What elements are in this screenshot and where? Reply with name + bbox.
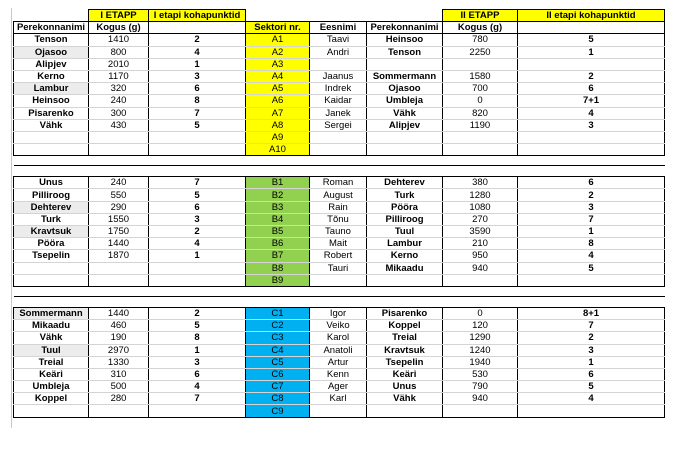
table-row [14,46,665,58]
table-row [14,177,665,189]
stage2-points-cell: 7 [518,213,665,225]
stage2-amount-cell: 950 [443,250,518,262]
table-row [14,95,665,107]
firstname-cell [310,144,367,156]
stage1-points-cell [149,262,246,274]
firstname-cell: Karol [310,332,367,344]
stage1-surname-cell: Sommermann [14,307,89,319]
stage1-surname-cell: Pilliroog [14,189,89,201]
stage1-amount-cell: 300 [89,107,149,119]
stage2-surname-cell: Heinsoo [367,34,443,46]
firstname-cell: Robert [310,250,367,262]
stage1-surname-cell: Alipjev [14,58,89,70]
stage2-amount-cell: 940 [443,393,518,405]
stage1-surname-cell: Unus [14,177,89,189]
table-row [14,34,665,46]
sector-cell: B6 [246,238,310,250]
stage2-surname-cell: Ojasoo [367,83,443,95]
group-spacer-row [14,296,665,307]
firstname-cell [310,405,367,417]
table-row [14,119,665,131]
stage1-points-cell: 1 [149,250,246,262]
stage2-surname-cell: Treial [367,332,443,344]
stage1-amount-cell: 2970 [89,344,149,356]
stage1-points-cell: 5 [149,119,246,131]
stage1-points-cell: 5 [149,189,246,201]
firstname-cell: Rain [310,201,367,213]
stage2-surname-cell: Unus [367,381,443,393]
stage2-surname-cell [367,405,443,417]
stage1-points-cell [149,405,246,417]
stage2-points-cell: 4 [518,107,665,119]
stage2-surname-cell: Tsepelin [367,356,443,368]
stage2-amount-cell [443,144,518,156]
stage2-points-cell: 1 [518,356,665,368]
stage2-surname-cell [367,58,443,70]
stage1-surname-cell: Tenson [14,34,89,46]
stage1-points-cell: 7 [149,107,246,119]
table-row [14,405,665,417]
table-row [14,332,665,344]
stage1-amount-cell: 1170 [89,70,149,82]
stage2-surname-cell: Umbleja [367,95,443,107]
sector-cell: C3 [246,332,310,344]
table-row [14,238,665,250]
stage1-points-cell: 8 [149,332,246,344]
firstname-cell: Igor [310,307,367,319]
stage1-amount-cell [89,131,149,143]
stage1-amount-cell: 190 [89,332,149,344]
sector-cell: A1 [246,34,310,46]
stage2-points-cell [518,131,665,143]
sector-cell: B3 [246,201,310,213]
sector-cell: C8 [246,393,310,405]
stage1-amount-cell: 500 [89,381,149,393]
table-row [14,393,665,405]
firstname-cell: Roman [310,177,367,189]
table-row [14,107,665,119]
firstname-cell: Ager [310,381,367,393]
sector-cell: C9 [246,405,310,417]
stage1-surname-cell: Vähk [14,332,89,344]
firstname-cell: Tõnu [310,213,367,225]
stage2-surname-cell: Vähk [367,107,443,119]
stage1-amount-cell: 240 [89,177,149,189]
table-row [14,70,665,82]
stage1-amount-cell: 800 [89,46,149,58]
stage2-amount-cell: 1580 [443,70,518,82]
sector-cell: A7 [246,107,310,119]
stage1-surname-cell [14,262,89,274]
table-row [14,320,665,332]
stage1-amount-cell: 460 [89,320,149,332]
sector-cell: A9 [246,131,310,143]
firstname-cell: Janek [310,107,367,119]
sector-cell: A6 [246,95,310,107]
stage2-surname-cell: Koppel [367,320,443,332]
stage2-points-cell [518,274,665,286]
stage2-surname-cell: Sommermann [367,70,443,82]
stage1-surname-cell: Vähk [14,119,89,131]
sector-cell: C5 [246,356,310,368]
stage2-surname-cell: Turk [367,189,443,201]
firstname-cell: Anatoli [310,344,367,356]
sector-cell: C6 [246,368,310,380]
stage2-points-cell: 6 [518,177,665,189]
stage2-amount-cell: 1080 [443,201,518,213]
stage1-points-cell: 4 [149,238,246,250]
stage2-surname-cell [367,131,443,143]
stage1-surname-cell: Koppel [14,393,89,405]
stage2-amount-cell [443,58,518,70]
stage1-amount-cell: 1550 [89,213,149,225]
stage2-points-cell: 7 [518,320,665,332]
stage1-points-cell: 2 [149,34,246,46]
table-row [14,344,665,356]
sector-cell: A2 [246,46,310,58]
stage2-surname-cell [367,144,443,156]
stage2-header: II ETAPP [443,10,518,22]
stage2-surname-cell: Pisarenko [367,307,443,319]
sector-cell: B7 [246,250,310,262]
stage1-surname-cell: Treial [14,356,89,368]
stage1-amount-cell: 1870 [89,250,149,262]
stage1-points-cell [149,144,246,156]
table-row [14,226,665,238]
stage2-amount-cell: 700 [443,83,518,95]
stage1-amount-cell [89,144,149,156]
stage1-amount-cell: 2010 [89,58,149,70]
stage2-amount-cell: 380 [443,177,518,189]
stage2-points-cell: 8+1 [518,307,665,319]
firstname-cell: Mait [310,238,367,250]
stage2-points-cell: 5 [518,34,665,46]
table-row [14,250,665,262]
stage2-points-cell: 3 [518,344,665,356]
stage1-amount-cell: 430 [89,119,149,131]
stage2-amount-cell: 1290 [443,332,518,344]
table-row [14,307,665,319]
firstname-cell [310,131,367,143]
stage1-surname-cell: Ojasoo [14,46,89,58]
stage1-points-cell: 7 [149,177,246,189]
sector-cell: A4 [246,70,310,82]
stage2-amount-cell: 780 [443,34,518,46]
firstname-cell: Tauno [310,226,367,238]
stage2-surname-cell: Kerno [367,250,443,262]
stage1-amount-cell: 1750 [89,226,149,238]
table-row [14,131,665,143]
sector-cell: C2 [246,320,310,332]
stage2-amount-cell [443,405,518,417]
stage1-points-cell: 7 [149,393,246,405]
group-spacer-row [14,166,665,177]
table-row [14,201,665,213]
stage1-amount-cell: 280 [89,393,149,405]
stage2-points-cell: 4 [518,250,665,262]
firstname-cell: Artur [310,356,367,368]
stage1-surname-cell: Umbleja [14,381,89,393]
table-row [14,144,665,156]
sector-cell: A10 [246,144,310,156]
table-row [14,274,665,286]
stage2-points-cell: 1 [518,226,665,238]
sector-cell: C1 [246,307,310,319]
stage1-surname-cell [14,144,89,156]
firstname-cell: Indrek [310,83,367,95]
stage2-points-cell: 8 [518,238,665,250]
sector-cell: C4 [246,344,310,356]
sector-cell: A3 [246,58,310,70]
stage2-surname-cell: Dehterev [367,177,443,189]
stage2-points-cell: 1 [518,46,665,58]
firstname-cell: Kaidar [310,95,367,107]
firstname-column-header: Eesnimi [310,22,367,34]
stage1-amount-cell: 320 [89,83,149,95]
results-table [13,9,665,418]
stage1-surname-cell: Pisarenko [14,107,89,119]
stage2-points-cell: 6 [518,83,665,95]
stage2-amount-cell: 1280 [443,189,518,201]
stage1-points-cell: 8 [149,95,246,107]
stage2-points-cell: 3 [518,201,665,213]
stage2-points-cell: 2 [518,189,665,201]
stage2-points-cell: 2 [518,332,665,344]
stage1-amount-cell: 1440 [89,238,149,250]
stage1-points-cell: 6 [149,83,246,95]
stage2-surname-cell: Vähk [367,393,443,405]
stage1-amount-cell: 550 [89,189,149,201]
firstname-cell: Tauri [310,262,367,274]
stage1-points-cell: 5 [149,320,246,332]
stage1-surname-cell: Dehterev [14,201,89,213]
stage2-amount-cell: 0 [443,307,518,319]
stage2-surname-cell [367,274,443,286]
stage1-amount-cell [89,274,149,286]
firstname-cell [310,58,367,70]
stage1-points-cell: 1 [149,58,246,70]
stage2-points-cell: 6 [518,368,665,380]
stage2-points-header: II etapi kohapunktid [518,10,665,22]
surname-column-header: Perekonnanimi [14,22,89,34]
stage1-amount-cell [89,405,149,417]
firstname-cell: Karl [310,393,367,405]
amount-column-header: Kogus (g) [89,22,149,34]
stage2-amount-cell: 1190 [443,119,518,131]
stage2-points-cell [518,58,665,70]
stage2-points-cell: 4 [518,393,665,405]
stage1-surname-cell: Lambur [14,83,89,95]
stage2-amount-cell: 120 [443,320,518,332]
results-body [14,34,665,417]
firstname-cell: Andri [310,46,367,58]
stage1-surname-cell: Pööra [14,238,89,250]
stage1-amount-cell: 1330 [89,356,149,368]
stage2-points-cell: 2 [518,70,665,82]
stage1-surname-cell [14,405,89,417]
stage1-points-cell: 1 [149,344,246,356]
surname2-column-header: Perekonnanimi [367,22,443,34]
firstname-cell: August [310,189,367,201]
sector-cell: B9 [246,274,310,286]
stage1-points-header: I etapi kohapunktid [149,10,246,22]
stage2-amount-cell: 940 [443,262,518,274]
sector-cell: A5 [246,83,310,95]
sector-column-header: Sektori nr. [246,22,310,34]
stage1-amount-cell: 1410 [89,34,149,46]
stage1-surname-cell: Turk [14,213,89,225]
stage1-points-cell: 3 [149,213,246,225]
stage2-amount-cell: 1940 [443,356,518,368]
stage2-surname-cell: Lambur [367,238,443,250]
table-row [14,58,665,70]
stage2-amount-cell: 210 [443,238,518,250]
table-row [14,262,665,274]
stage1-amount-cell: 290 [89,201,149,213]
stage2-points-cell: 7+1 [518,95,665,107]
stage1-points-cell: 6 [149,368,246,380]
firstname-cell: Sergei [310,119,367,131]
stage1-surname-cell [14,131,89,143]
group-spacer-row [14,286,665,296]
stage1-surname-cell: Tsepelin [14,250,89,262]
table-row [14,189,665,201]
stage2-surname-cell: Pilliroog [367,213,443,225]
stage2-amount-cell: 1240 [443,344,518,356]
firstname-cell: Veiko [310,320,367,332]
stage1-surname-cell [14,274,89,286]
sheet-left-edge-line [11,8,12,428]
stage2-surname-cell: Tuul [367,226,443,238]
stage2-surname-cell: Alipjev [367,119,443,131]
stage2-surname-cell: Tenson [367,46,443,58]
sector-cell: B2 [246,189,310,201]
stage1-surname-cell: Kravtsuk [14,226,89,238]
stage2-amount-cell: 790 [443,381,518,393]
stage1-amount-cell: 1440 [89,307,149,319]
stage2-amount-cell [443,274,518,286]
stage1-surname-cell: Kerno [14,70,89,82]
stage1-points-cell [149,131,246,143]
stage2-surname-cell: Kravtsuk [367,344,443,356]
stage2-amount-cell: 2250 [443,46,518,58]
firstname-cell: Jaanus [310,70,367,82]
stage2-points-cell: 5 [518,262,665,274]
stage2-points-cell: 3 [518,119,665,131]
stage2-points-cell: 5 [518,381,665,393]
table-row [14,381,665,393]
stage2-amount-cell: 530 [443,368,518,380]
sector-cell: B5 [246,226,310,238]
firstname-cell: Taavi [310,34,367,46]
stage1-amount-cell: 310 [89,368,149,380]
stage1-header: I ETAPP [89,10,149,22]
sector-cell: B4 [246,213,310,225]
sector-cell: B8 [246,262,310,274]
stage1-amount-cell: 240 [89,95,149,107]
stage1-points-cell: 2 [149,307,246,319]
stage2-amount-cell: 820 [443,107,518,119]
table-row [14,213,665,225]
stage-header-row [14,10,665,22]
stage1-surname-cell: Mikaadu [14,320,89,332]
table-row [14,356,665,368]
stage2-surname-cell: Keäri [367,368,443,380]
group-spacer-row [14,156,665,166]
stage1-points-cell: 4 [149,381,246,393]
stage2-points-cell [518,144,665,156]
sector-cell: C7 [246,381,310,393]
sector-cell: A8 [246,119,310,131]
table-row [14,83,665,95]
stage1-points-cell: 3 [149,70,246,82]
stage1-points-cell: 4 [149,46,246,58]
stage2-points-cell [518,405,665,417]
column-header-row [14,22,665,34]
amount2-column-header: Kogus (g) [443,22,518,34]
stage1-points-cell: 2 [149,226,246,238]
stage2-amount-cell: 0 [443,95,518,107]
stage2-surname-cell: Mikaadu [367,262,443,274]
stage1-surname-cell: Keäri [14,368,89,380]
stage1-surname-cell: Tuul [14,344,89,356]
stage2-amount-cell: 3590 [443,226,518,238]
stage1-points-cell: 3 [149,356,246,368]
stage2-amount-cell [443,131,518,143]
firstname-cell [310,274,367,286]
stage1-amount-cell [89,262,149,274]
table-row [14,368,665,380]
stage2-surname-cell: Pööra [367,201,443,213]
stage1-points-cell: 6 [149,201,246,213]
stage2-amount-cell: 270 [443,213,518,225]
sector-cell: B1 [246,177,310,189]
firstname-cell: Kenn [310,368,367,380]
stage1-points-cell [149,274,246,286]
stage1-surname-cell: Heinsoo [14,95,89,107]
